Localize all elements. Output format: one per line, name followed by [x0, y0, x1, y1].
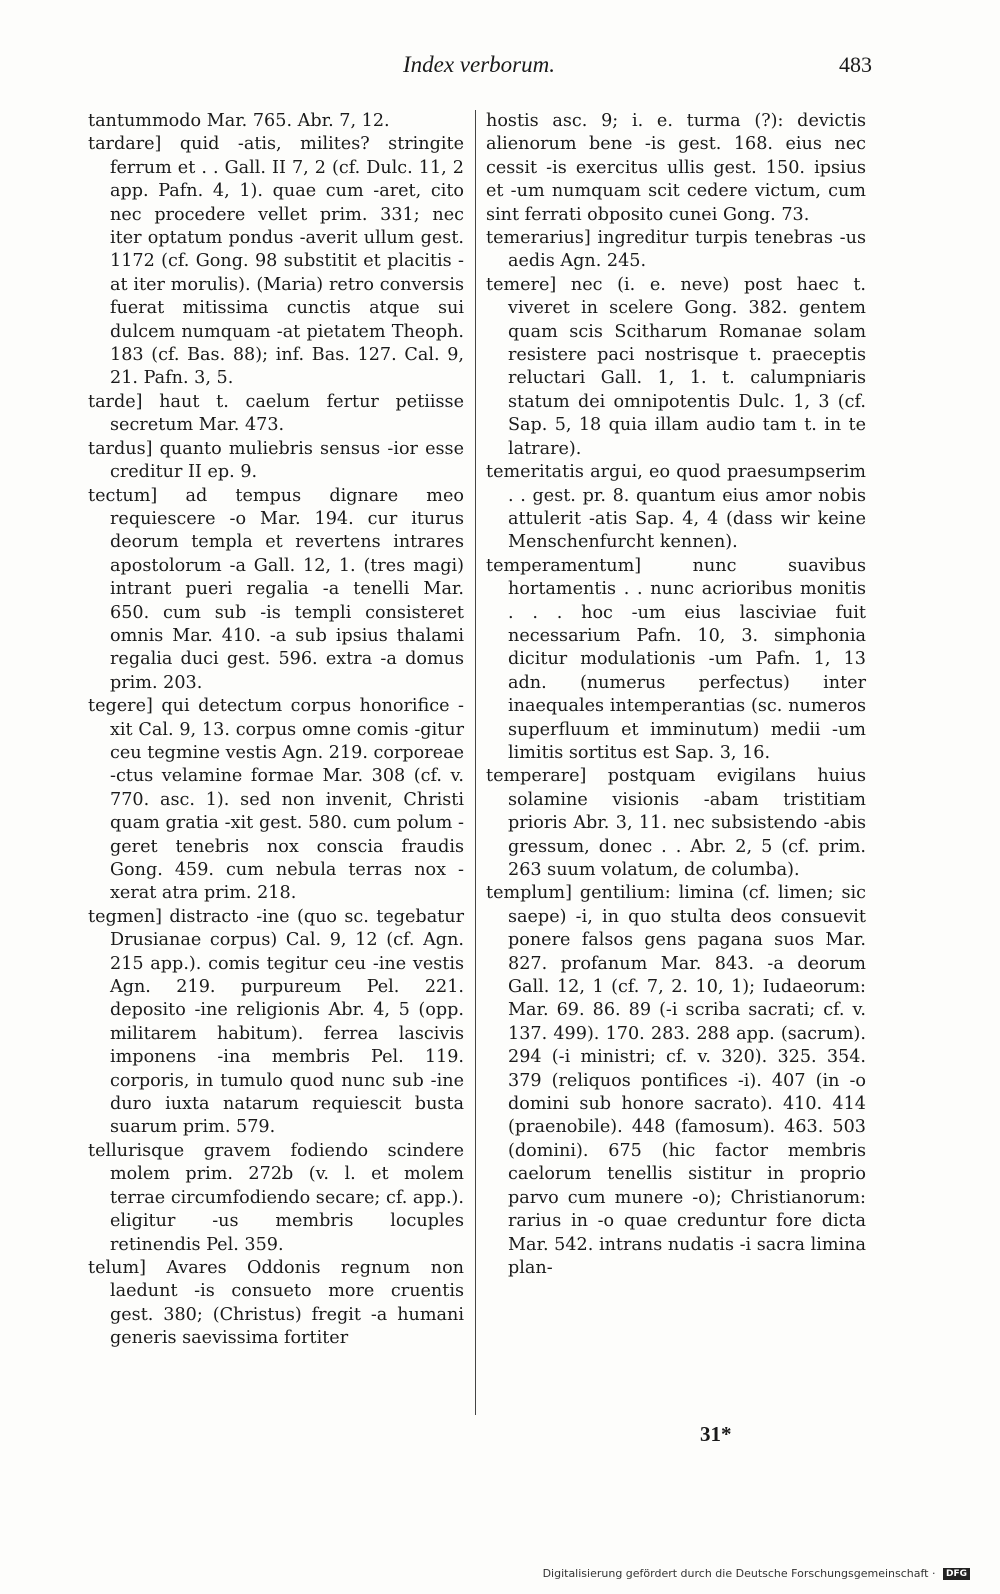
dfg-logo-icon: DFG	[943, 1568, 970, 1580]
index-entry: tellurisque gravem fodiendo scindere molem prim. 272b (v. l. et molem terrae circumfodiendo secare; cf. app.). eligitur -us membris locuples retinendis Pel. 359.	[88, 1140, 464, 1255]
page-number: 483	[839, 52, 872, 77]
digitization-footer	[543, 1567, 970, 1580]
index-entry: tegmen] distracto -ine (quo sc. tegebatur Drusianae corpus) Cal. 9, 12 (cf. Agn. 215 app.). comis tegitur ceu -ine vestis Agn. 219. purpureum Pel. 221. deposito -ine religionis Abr. 4, 5 (opp. militarem habitum). ferrea lascivis imponens -ina membris Pel. 119. corporis, in tumulo quod nunc sub -ine duro iuxta natarum requiescit busta suarum prim. 579.	[88, 906, 464, 1138]
footer-credit: Digitalisierung gefördert durch die Deutsche Forschungsgemeinschaft ·	[542, 1567, 936, 1580]
index-entry: tectum] ad tempus dignare meo requiescere -o Mar. 194. cur iturus deorum templa et revertens intrares apostolorum -a Gall. 12, 1. (tres magi) intrant pueri regalia -a tenelli Mar. 650. cum sub -is templi consisteret omnis Mar. 410. -a sub ipsius thalami regalia duci gest. 596. extra -a domus prim. 203.	[88, 485, 464, 693]
index-entry: temperamentum] nunc suavibus hortamentis . . nunc acrioribus monitis . . . hoc -um eius lasciviae fuit necessarium Pafn. 10, 3. simphonia dicitur modulationis -um Pafn. 1, 13 adn. (numerus perfectus) inter inaequales intemperantias (sc. numeros superfluum et imminutum) medii -um limitis sortitus est Sap. 3, 16.	[486, 555, 866, 763]
index-entry-continuation: hostis asc. 9; i. e. turma (?): devictis alienorum bene -is gest. 168. eius nec cessit -is exercitus ullis gest. 150. ipsius et -um numquam scit cedere victum, cum sint ferrati obposito cunei Gong. 73.	[486, 111, 866, 225]
index-entry: telum] Avares Oddonis regnum non laedunt -is consueto more cruentis gest. 380; (Christus) fregit -a humani generis saevissima fortiter	[88, 1257, 464, 1349]
index-entry: tarde] haut t. caelum fertur petiisse secretum Mar. 473.	[88, 391, 464, 436]
index-entry: tegere] qui detectum corpus honorifice -xit Cal. 9, 13. corpus omne comis -gitur ceu tegmine vestis Agn. 219. corporeae -ctus velamine formae Mar. 308 (cf. v. 770. asc. 1). sed non invenit, Christi quam gratia -xit gest. 580. cum polum -geret tenebris nox conscia fraudis Gong. 459. cum nebula terras nox -xerat atra prim. 218.	[88, 696, 464, 904]
index-entry: tantummodo Mar. 765. Abr. 7, 12.	[88, 111, 390, 131]
index-entry: tardare] quid -atis, milites? stringite ferrum et . . Gall. II 7, 2 (cf. Dulc. 11, 2 app. Pafn. 4, 1). quae cum -aret, cito nec procedere vellet prim. 331; nec iter optatum pondus -averit ullum gest. 1172 (cf. Gong. 98 substitit et placitis -at iter morulis). (Maria) retro conversis fuerat mitissima cunctis atque sui dulcem numquam -at pietatem Theoph. 183 (cf. Bas. 88); inf. Bas. 127. Cal. 9, 21. Pafn. 3, 5.	[88, 134, 464, 389]
running-title: Index verborum.	[402, 52, 555, 77]
index-entry: temeritatis argui, eo quod praesumpserim . . gest. pr. 8. quantum eius amor nobis attulerit -atis Sap. 4, 4 (dass wir keine Menschenfurcht kennen).	[486, 462, 866, 553]
running-header	[86, 52, 872, 82]
column-divider	[475, 110, 476, 1415]
index-entry: temerarius] ingreditur turpis tenebras -us aedis Agn. 245.	[486, 228, 866, 272]
index-entry: temperare] postquam evigilans huius solamine visionis -abam tristitiam prioris Abr. 3, 11. nec subsistendo -abis gressum, donec . . Abr. 2, 5 (cf. prim. 263 suum volatum, de columba).	[486, 766, 866, 880]
right-column	[486, 110, 866, 1280]
signature-mark: 31*	[700, 1422, 732, 1446]
index-entry: templum] gentilium: limina (cf. limen; sic saepe) -i, in quo stulta deos consuevit ponere falsos gens pagana suos Mar. 827. profanum Mar. 843. -a deorum Gall. 12, 1 (cf. 7, 2. 10, 1); Iudaeorum: Mar. 69. 86. 89 (-i scriba sacrati; cf. v. 137. 499). 170. 283. 288 app. (sacrum). 294 (-i ministri; cf. v. 320). 325. 354. 379 (reliquos pontifices -i). 407 (in -o domini sub honore sacrato). 410. 414 (praenobile). 448 (famosum). 463. 503 (domini). 675 (hic factor membris caelorum tenellis sistitur in proprio parvo cum munere -o); Christianorum: rarius in -o quae creduntur fore dicta Mar. 542. intrans nudatis -i sacra limina plan-	[486, 883, 866, 1278]
index-entry: tardus] quanto muliebris sensus -ior esse creditur II ep. 9.	[88, 438, 464, 483]
left-column	[88, 110, 464, 1351]
index-entry: temere] nec (i. e. neve) post haec t. viveret in scelere Gong. 382. gentem quam scis Scitharum Romanae solam resistere paci nostrisque t. praeceptis reluctari Gall. 1, 1. t. calumpniaris statum dei omnipotentis Dulc. 1, 3 (cf. Sap. 5, 18 quia illam audio tam t. in te latrare).	[486, 274, 866, 459]
